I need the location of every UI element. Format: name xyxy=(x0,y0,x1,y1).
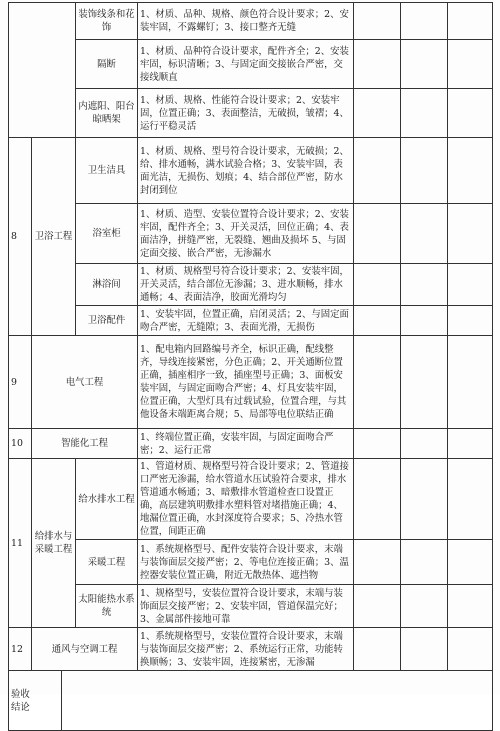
category-label: 给排水与采暖工程 xyxy=(34,531,73,555)
check-cell xyxy=(401,336,448,429)
check-cell xyxy=(401,89,448,138)
check-cell xyxy=(354,585,401,628)
check-cell xyxy=(354,89,401,138)
check-cell xyxy=(448,540,493,585)
table-row xyxy=(9,671,493,731)
subitem-label: 内遮阳、阳台晾晒架 xyxy=(78,101,135,125)
inspection-table xyxy=(8,2,493,731)
requirement-cell: 1、材质、造型、安装位置符合设计要求；2、安装牢固，配件齐全；3、开关灵活，回位正确；4、表面洁净，拼缝严密，无裂缝、翘曲及损坏 5、与固定面交接、嵌合严密，无渗漏水 xyxy=(138,204,354,264)
requirement-cell: 1、管道材质、规格型号符合设计要求；2、管道接口严密无渗漏，给水管道水压试验符合要求，排水管道通水畅通；3、暗敷排水管道检查口设置正确，高层建筑明敷排水塑料管对堵措施正确；4、地漏位置正确，水封深度符合要求；5、冷热水管位置，间距正确 xyxy=(138,459,354,540)
subitem-label: 太阳能热水系统 xyxy=(78,594,135,618)
check-cell xyxy=(448,40,493,89)
check-cell xyxy=(448,459,493,540)
check-cell xyxy=(354,204,401,264)
check-cell xyxy=(401,40,448,89)
subitem-label: 浴室柜 xyxy=(92,228,121,239)
item-number: 8 xyxy=(9,138,32,336)
check-cell xyxy=(448,3,493,40)
category-cell xyxy=(32,459,76,628)
category-cell xyxy=(32,138,76,336)
subitem-cell xyxy=(76,264,138,306)
table-row xyxy=(9,204,493,264)
table-row xyxy=(9,40,493,89)
requirement-cell: 1、材质、品种符合设计要求，配件齐全；2、安装牢固，标识清晰；3、与固定面交接嵌合严密，交接线顺直 xyxy=(138,40,354,89)
check-cell xyxy=(448,89,493,138)
check-cell xyxy=(448,264,493,306)
check-cell xyxy=(401,138,448,204)
check-cell xyxy=(448,429,493,459)
conclusion-label-cell xyxy=(9,671,62,731)
subitem-label: 采暖工程 xyxy=(87,556,126,568)
table-row xyxy=(9,540,493,585)
check-cell xyxy=(448,204,493,264)
requirement-cell: 1、安装牢固，位置正确，启闭灵活；2、与固定面吻合严密，无缝隙；3、表面光滑，无损伤 xyxy=(138,306,354,336)
category-cell: 电气工程 xyxy=(32,336,138,429)
check-cell xyxy=(354,40,401,89)
table-row xyxy=(9,585,493,628)
requirement-cell: 1、材质、规格、型号符合设计要求，无破损；2、给、排水通畅，满水试验合格；3、安装牢固，表面光洁，无损伤、划痕；4、结合部位严密，防水封闭到位 xyxy=(138,138,354,204)
empty-category-cell xyxy=(9,3,76,138)
table-row xyxy=(9,3,493,40)
subitem-cell xyxy=(76,540,138,585)
subitem-cell xyxy=(76,204,138,264)
subitem-cell xyxy=(76,40,138,89)
requirement-cell: 1、材质、品种、规格、颜色符合设计要求；2、安装牢固，不露螺钉；3、接口整齐无缝 xyxy=(138,3,354,40)
check-cell xyxy=(401,540,448,585)
check-cell xyxy=(401,264,448,306)
requirement-cell: 1、配电箱内回路编号齐全，标识正确，配线整齐，导线连接紧密，分色正确；2、开关通断位置正确，插座相序一致，插座型号正确；3、面板安装牢固，与固定面吻合严密；4、灯具安装牢固，位置正确，大型灯具有过载试验，位置合理，与其他设备末端距离合规；5、局部等电位联结正确 xyxy=(138,336,354,429)
check-cell xyxy=(401,204,448,264)
subitem-label: 隔断 xyxy=(97,58,116,70)
check-cell xyxy=(448,585,493,628)
subitem-cell xyxy=(76,306,138,336)
subitem-cell xyxy=(76,3,138,40)
check-cell xyxy=(448,336,493,429)
requirement-cell: 1、材质、规格、性能符合设计要求；2、安装牢固，位置正确；3、表面整洁，无破损，皱褶；4、运行平稳灵活 xyxy=(138,89,354,138)
requirement-cell: 1、系统规格型号，安装位置符合设计要求，末端与装饰面层交接严密；2、系统运行正常，功能转换顺畅；3、安装牢固，连接紧密，无渗漏 xyxy=(138,628,354,671)
subitem-cell xyxy=(76,89,138,138)
table-row xyxy=(9,89,493,138)
requirement-cell: 1、材质、规格型号符合设计要求；2、安装牢固，开关灵活，结合部位无渗漏；3、进水顺畅，排水通畅；4、表面洁净，胶面光滑均匀 xyxy=(138,264,354,306)
check-cell xyxy=(354,429,401,459)
check-cell xyxy=(401,429,448,459)
subitem-cell xyxy=(76,138,138,204)
check-cell xyxy=(354,3,401,40)
category-label: 卫浴工程 xyxy=(34,231,73,242)
check-cell xyxy=(354,540,401,585)
conclusion-label-line2: 结论 xyxy=(11,701,30,713)
check-cell xyxy=(448,138,493,204)
item-number: 10 xyxy=(9,429,32,459)
check-cell xyxy=(401,628,448,671)
check-cell xyxy=(354,264,401,306)
conclusion-label-line1: 验收 xyxy=(11,688,30,700)
table-row xyxy=(9,306,493,336)
check-cell xyxy=(448,628,493,671)
table-row xyxy=(9,336,493,429)
check-cell xyxy=(401,585,448,628)
table-row xyxy=(9,429,493,459)
requirement-cell: 1、系统规格型号、配件安装符合设计要求，末端与装饰面层交接严密；2、等电位连接正确；3、温控器安装位置正确，附近无散热体、遮挡物 xyxy=(138,540,354,585)
subitem-label: 装饰线条和花饰 xyxy=(78,9,135,33)
item-number: 9 xyxy=(9,336,32,429)
conclusion-value-cell xyxy=(62,671,493,731)
table-row xyxy=(9,459,493,540)
check-cell xyxy=(354,138,401,204)
subitem-label: 给水排水工程 xyxy=(78,493,135,505)
subitem-label: 卫浴配件 xyxy=(87,315,126,326)
subitem-label: 卫生洁具 xyxy=(87,165,126,176)
table-row xyxy=(9,138,493,204)
check-cell xyxy=(354,628,401,671)
check-cell xyxy=(401,306,448,336)
table-row xyxy=(9,264,493,306)
category-cell: 通风与空调工程 xyxy=(32,628,138,671)
category-cell: 智能化工程 xyxy=(32,429,138,459)
requirement-cell: 1、终端位置正确，安装牢固，与固定面吻合严密；2、运行正常 xyxy=(138,429,354,459)
check-cell xyxy=(401,459,448,540)
check-cell xyxy=(448,306,493,336)
subitem-cell xyxy=(76,459,138,540)
subitem-cell xyxy=(76,585,138,628)
check-cell xyxy=(354,336,401,429)
requirement-cell: 1、规格型号，安装位置符合设计要求，末端与装饰面层交接严密；2、安装牢固，管道保温完好；3、金属部件接地可靠 xyxy=(138,585,354,628)
check-cell xyxy=(354,459,401,540)
check-cell xyxy=(401,3,448,40)
table-row xyxy=(9,628,493,671)
check-cell xyxy=(354,306,401,336)
item-number: 12 xyxy=(9,628,32,671)
subitem-label: 淋浴间 xyxy=(92,279,121,290)
item-number: 11 xyxy=(9,459,32,628)
